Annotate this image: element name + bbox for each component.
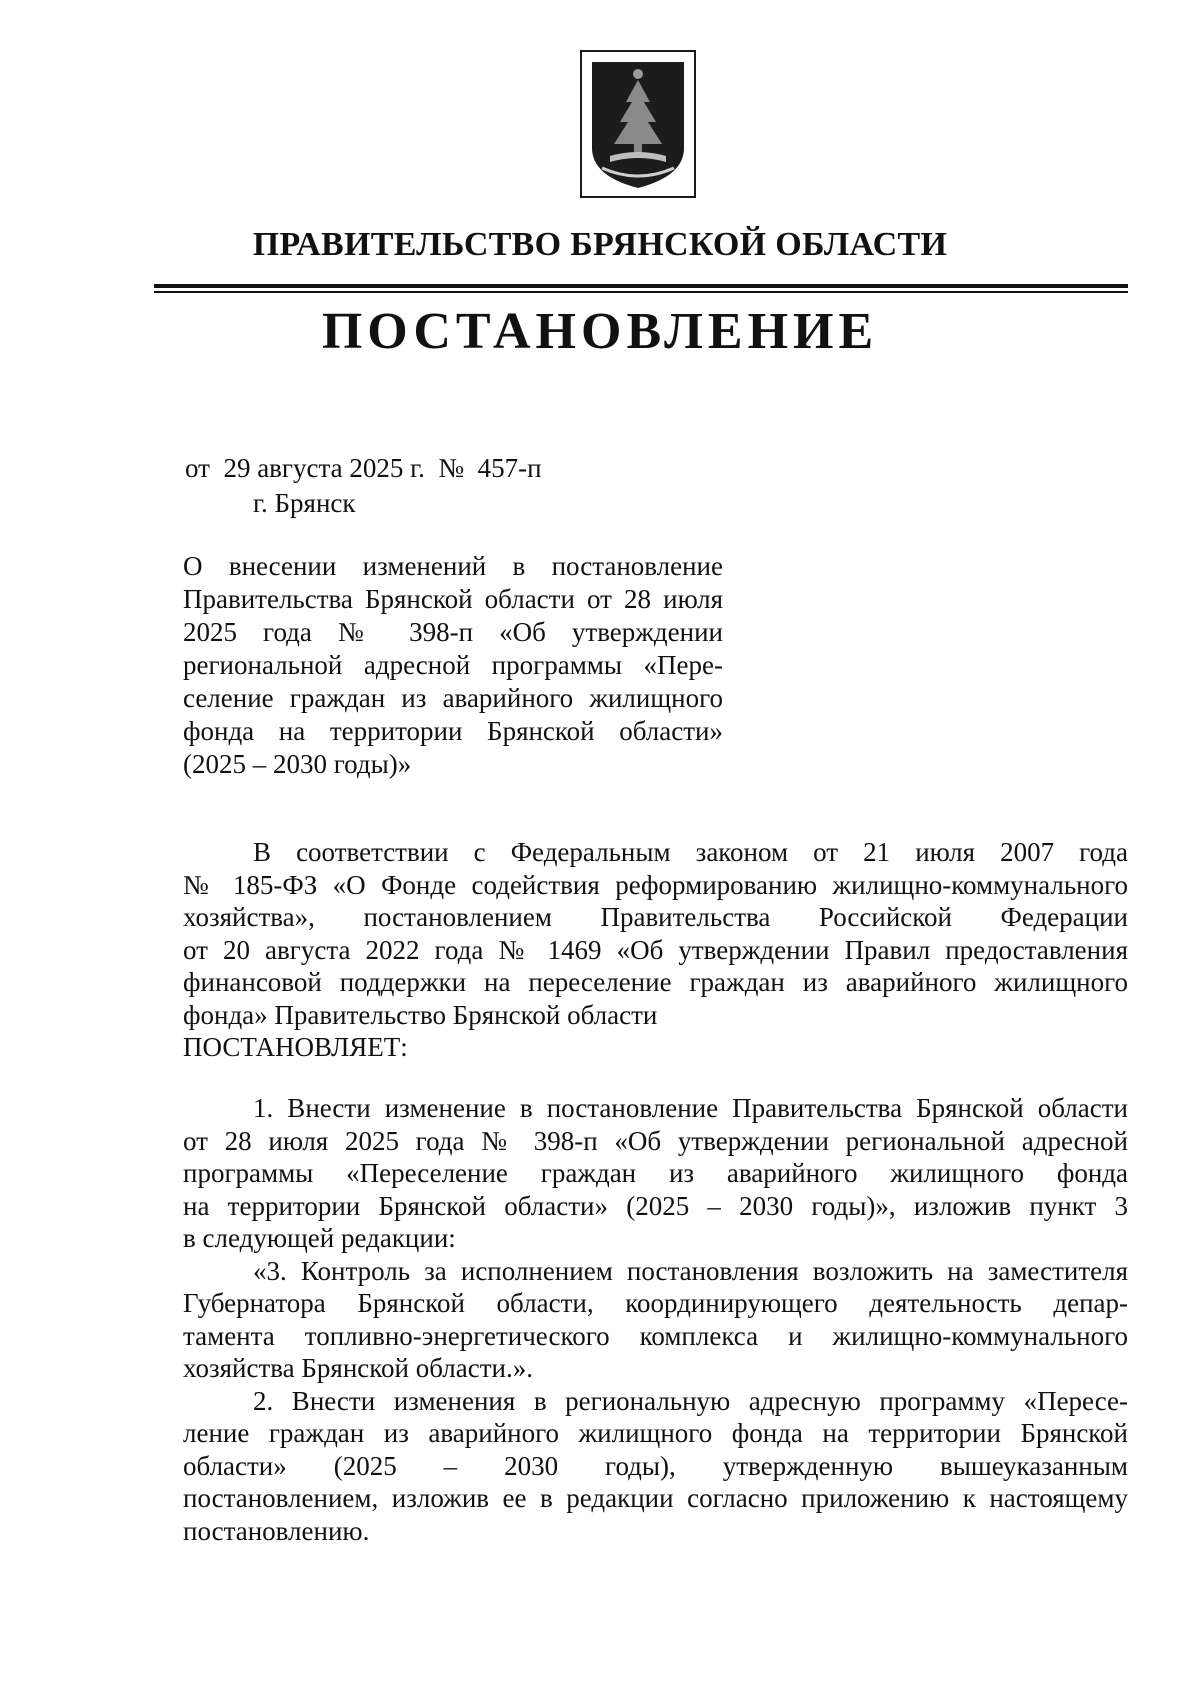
body-line: хозяйства», постановлением Правительства Российской Федерации xyxy=(183,902,1128,932)
organization-title: ПРАВИТЕЛЬСТВО БРЯНСКОЙ ОБЛАСТИ xyxy=(252,226,948,263)
document-subject xyxy=(183,550,723,781)
document-city: г. Брянск xyxy=(253,488,356,518)
subject-line: 2025 года № 398-п «Об утверждении xyxy=(183,617,723,647)
body-line: финансовой поддержки на переселение граждан из аварийного жилищного xyxy=(183,967,1128,997)
body-line: В соответствии с Федеральным законом от 21 июля 2007 года xyxy=(253,837,1128,867)
body-line: от 20 августа 2022 года № 1469 «Об утверждении Правил предоставления xyxy=(183,934,1128,965)
subject-line: региональной адресной программы «Пере- xyxy=(183,650,723,680)
item2-line: ление граждан из аварийного жилищного фонда на территории Брянской xyxy=(183,1418,1128,1448)
item2-line: постановлению. xyxy=(183,1515,370,1546)
subject-line: (2025 – 2030 годы)» xyxy=(183,749,412,779)
item1-line: программы «Переселение граждан из аварийного жилищного фонда xyxy=(183,1158,1128,1188)
preamble-paragraph xyxy=(183,836,1128,1064)
item2-line: 2. Внести изменения в региональную адресную программу «Пересе- xyxy=(253,1385,1128,1416)
subject-line: О внесении изменений в постановление xyxy=(183,551,723,581)
coat-of-arms-icon xyxy=(582,52,694,196)
item2-line: области» (2025 – 2030 годы), утвержденную вышеуказанным xyxy=(183,1450,1128,1481)
item2-line: постановлением, изложив ее в редакции согласно приложению к настоящему xyxy=(183,1483,1128,1513)
body-line: № 185-ФЗ «О Фонде содействия реформированию жилищно-коммунального xyxy=(183,869,1128,900)
resolution-keyword: ПОСТАНОВЛЯЕТ: xyxy=(183,1032,408,1062)
item1-line: в следующей редакции: xyxy=(183,1223,456,1253)
subject-line: селение граждан из аварийного жилищного xyxy=(183,683,723,713)
item1-line: 1. Внести изменение в постановление Правительства Брянской области xyxy=(253,1093,1128,1123)
header-rule-thin xyxy=(154,291,1128,293)
quote-line: «3. Контроль за исполнением постановления возложить на заместителя xyxy=(253,1255,1128,1286)
quote-line: хозяйства Брянской области.». xyxy=(183,1353,533,1383)
resolution-items xyxy=(183,1092,1128,1547)
subject-line: Правительства Брянской области от 28 июля xyxy=(183,584,723,614)
document-type-title: ПОСТАНОВЛЕНИЕ xyxy=(321,303,879,360)
coat-of-arms-emblem xyxy=(580,50,696,198)
item1-line: от 28 июля 2025 года № 398-п «Об утверждении региональной адресной xyxy=(183,1125,1128,1156)
quote-line: тамента топливно-энергетического комплекса и жилищно-коммунального xyxy=(183,1320,1128,1351)
document-date-number: от 29 августа 2025 г. № 457-п xyxy=(185,453,542,483)
header-rule-thick xyxy=(154,284,1128,288)
body-line: фонда» Правительство Брянской области xyxy=(183,999,658,1030)
item1-line: на территории Брянской области» (2025 – 2030 годы)», изложив пункт 3 xyxy=(183,1190,1128,1221)
quote-line: Губернатора Брянской области, координирующего деятельность депар- xyxy=(183,1288,1128,1318)
subject-line: фонда на территории Брянской области» xyxy=(183,716,723,746)
